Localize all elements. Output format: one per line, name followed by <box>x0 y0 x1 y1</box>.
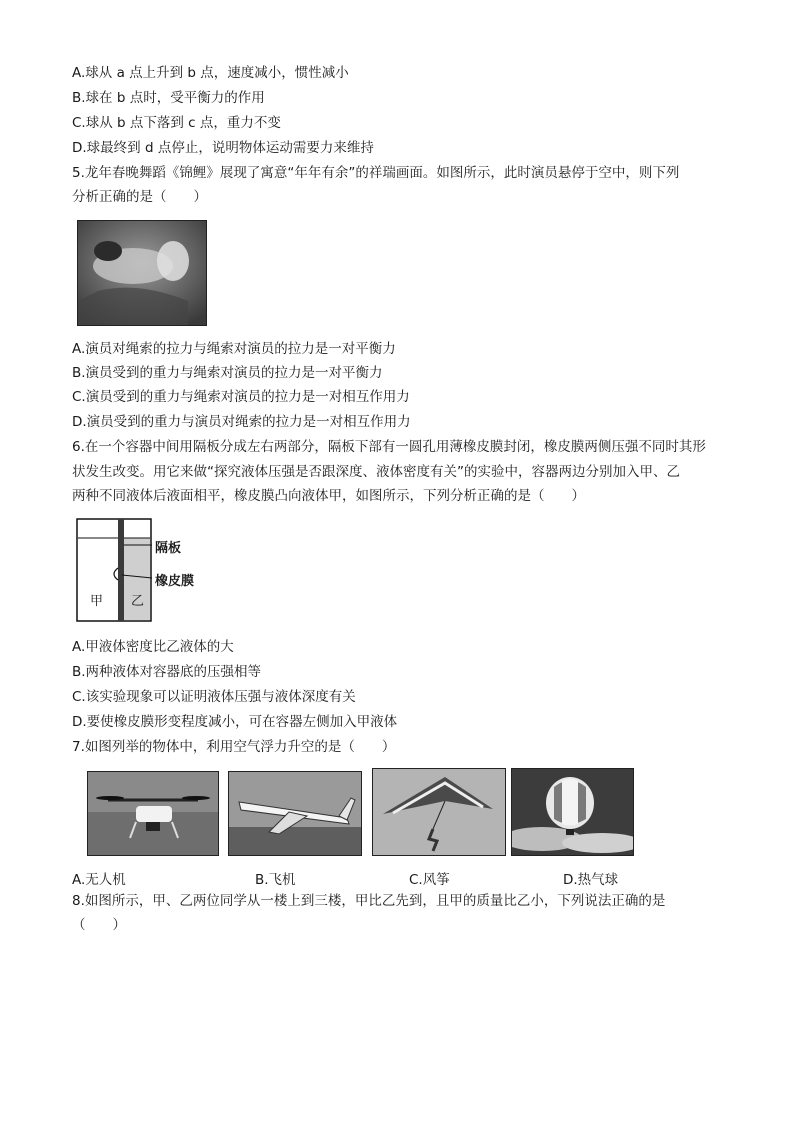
q7-choice-a: A.无人机 <box>72 872 126 888</box>
q6-container-figure <box>76 518 246 623</box>
q6-stem-line2: 状发生改变。用它来做“探究液体压强是否跟深度、液体密度有关”的实验中，容器两边分别加入甲、乙 <box>72 464 680 480</box>
q6-option-a: A.甲液体密度比乙液体的大 <box>72 639 234 655</box>
q4-option-c: C.球从 b 点下落到 c 点，重力不变 <box>72 115 281 131</box>
q7-choice-b: B.飞机 <box>255 872 296 888</box>
hot-air-balloon-photo <box>511 768 634 856</box>
q4-option-b: B.球在 b 点时，受平衡力的作用 <box>72 90 265 106</box>
q5-stem-line2: 分析正确的是（ ） <box>72 189 207 205</box>
q7-choice-c: C.风筝 <box>409 872 450 888</box>
q6-stem-line3: 两种不同液体后液面相平，橡皮膜凸向液体甲，如图所示，下列分析正确的是（ ） <box>72 488 585 504</box>
q6-option-c: C.该实验现象可以证明液体压强与液体深度有关 <box>72 689 356 705</box>
q8-stem-line1: 8.如图所示，甲、乙两位同学从一楼上到三楼，甲比乙先到，且甲的质量比乙小，下列说法正确的是 <box>72 893 666 909</box>
q5-option-d: D.演员受到的重力与演员对绳索的拉力是一对相互作用力 <box>72 414 411 430</box>
partition-label: 隔板 <box>155 541 182 556</box>
q7-stem: 7.如图列举的物体中，利用空气浮力升空的是（ ） <box>72 739 396 755</box>
q5-option-a: A.演员对绳索的拉力与绳索对演员的拉力是一对平衡力 <box>72 341 396 357</box>
q8-stem-line2: （ ） <box>72 917 126 933</box>
drone-photo <box>87 771 219 856</box>
q5-option-c: C.演员受到的重力与绳索对演员的拉力是一对相互作用力 <box>72 389 410 405</box>
q6-option-d: D.要使橡皮膜形变程度减小，可在容器左侧加入甲液体 <box>72 714 398 730</box>
q5-dance-photo <box>77 220 207 326</box>
q6-stem-line1: 6.在一个容器中间用隔板分成左右两部分，隔板下部有一圆孔用薄橡皮膜封闭，橡皮膜两侧压强不同时其形 <box>72 439 706 455</box>
q5-stem-line1: 5.龙年春晚舞蹈《锦鲤》展现了寓意“年年有余”的祥瑞画面。如图所示，此时演员悬停于空中，则下列 <box>72 165 680 181</box>
q4-option-a: A.球从 a 点上升到 b 点，速度减小，惯性减小 <box>72 65 349 81</box>
liquid-yi-label: 乙 <box>131 594 145 609</box>
airplane-photo <box>228 771 362 856</box>
q6-option-b: B.两种液体对容器底的压强相等 <box>72 664 262 680</box>
q5-option-b: B.演员受到的重力与绳索对演员的拉力是一对平衡力 <box>72 365 383 381</box>
kite-photo <box>372 768 506 856</box>
liquid-jia-label: 甲 <box>90 594 104 609</box>
membrane-label: 橡皮膜 <box>155 574 195 589</box>
q7-choice-d: D.热气球 <box>563 872 619 888</box>
q4-option-d: D.球最终到 d 点停止，说明物体运动需要力来维持 <box>72 140 374 156</box>
